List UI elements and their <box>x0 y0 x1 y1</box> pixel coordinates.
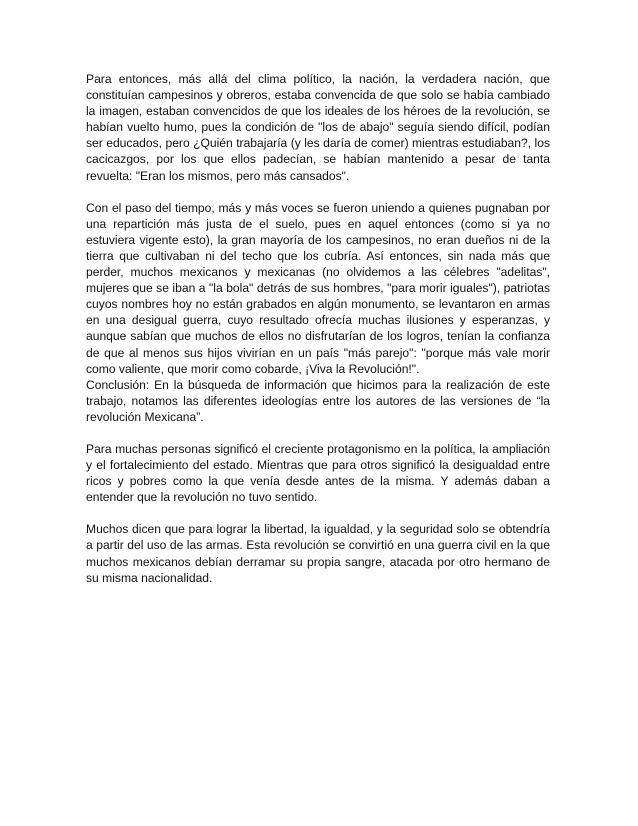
paragraph-political-climate: Para entonces, más allá del clima político, la nación, la verdadera nación, que constituían campesinos y obreros, estaba convencida de que solo se había cambiado la imagen, estaban convencidos de que los ideales de los héroes de la revolución, se habían vuelto humo, pues la condición de "los de abajo" seguía siendo difícil, podían ser educados, pero ¿Quién trabajaría (y les daría de comer) mientras estudiaban?, los cacicazgos, por los que ellos padecían, se habían mantenido a pesar de tanta revuelta: "Eran los mismos, pero más cansados". <box>86 72 550 183</box>
paragraph-voices-uniting: Con el paso del tiempo, más y más voces se fueron uniendo a quienes pugnaban por una repartición más justa de el suelo, pues en aquel entonces (como si ya no estuviera vigente esto), la gran mayoría de los campesinos, no eran dueños ni de la tierra que cultivaban ni del techo que los cubría. Así entonces, sin nada más que perder, muchos mexicanos y mexicanas (no olvidemos a las célebres "adelitas", mujeres que se iban a "la bola" detrás de sus hombres, "para morir iguales"), patriotas cuyos nombres hoy no están grabados en algún monumento, se levantaron en armas en una desigual guerra, cuyo resultado ofrecía muchas ilusiones y esperanzas, y aunque sabían que muchos de ellos no disfrutarían de los logros, tenían la confianza de que al menos sus hijos vivirían en un país "más parejo": "porque más vale morir como valiente, que morir como cobarde, ¡Viva la Revolución!". <box>86 200 550 376</box>
paragraph-conclusion: Conclusión: En la búsqueda de información que hicimos para la realización de este trabajo, notamos las diferentes ideologías entre los autores de las versiones de “la revolución Mexicana”. <box>86 377 550 424</box>
paragraph-armed-struggle: Muchos dicen que para lograr la libertad, la igualdad, y la seguridad solo se obtendría a partir del uso de las armas. Esta revolución se convirtió en una guerra civil en la que muchos mexicanos debían derramar su propia sangre, atacada por otro hermano de su misma nacionalidad. <box>86 522 550 585</box>
document-body <box>86 71 550 586</box>
paragraph-meaning: Para muchas personas significó el creciente protagonismo en la política, la ampliación y el fortalecimiento del estado. Mientras que para otros significó la desigualdad entre ricos y pobres como la que venía desde antes de la misma. Y además daban a entender que la revolución no tuvo sentido. <box>86 441 550 505</box>
